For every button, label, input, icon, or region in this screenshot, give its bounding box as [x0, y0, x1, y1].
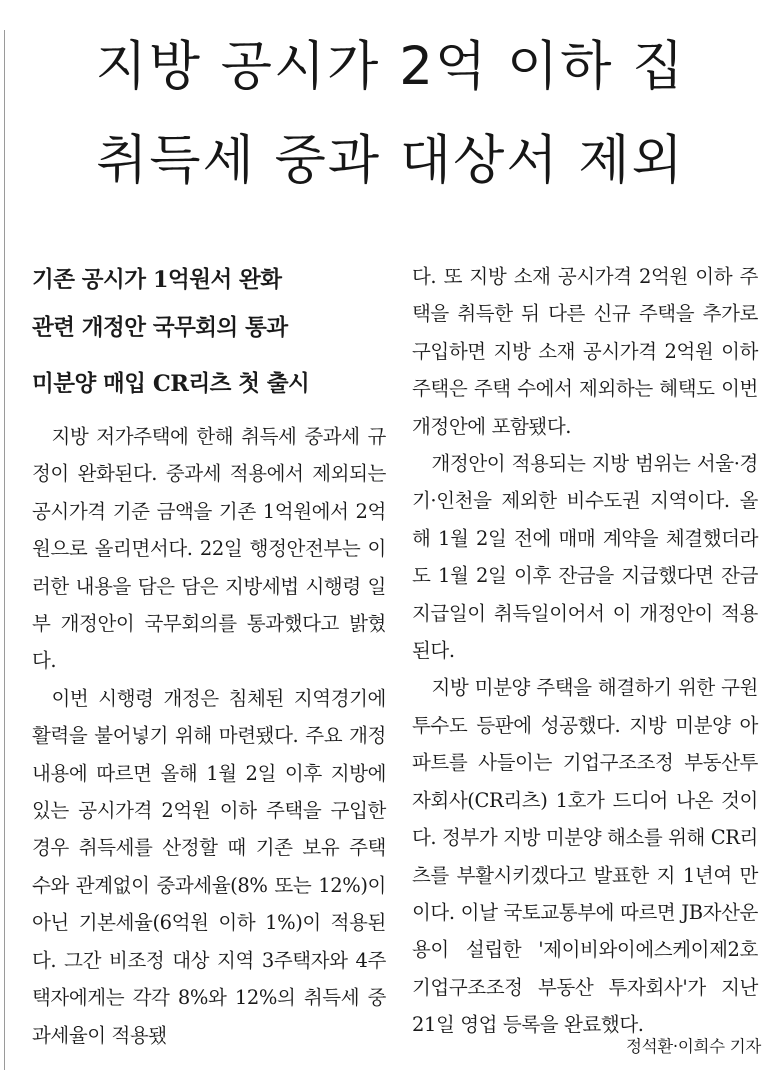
body-paragraph-4: 지방 미분양 주택을 해결하기 위한 구원투수도 등판에 성공했다. 지방 미분양 아파트를 사들이는 기업구조조정 부동산투자회사(CR리츠) 1호가 드디어 나온 것이다. 정부가 지방 미분양 해소를 위해 CR리츠를 부활시키겠다고 발표한 지 1년여 만이다. 이날 국토교통부에 따르면 JB자산운용이 설립한 '제이비와이에스케이제2호 기업구조조정 부동산 투자회사'가 지난 21일 영업 등록을 완료했다.: [412, 676, 758, 1037]
body-paragraph-3: 개정안이 적용되는 지방 범위는 서울·경기·인천을 제외한 비수도권 지역이다. 올해 1월 2일 전에 매매 계약을 체결했더라도 1월 2일 이후 잔금을 지급했다면 잔금 지급일이 취득일이어서 이 개정안이 적용된다.: [412, 452, 758, 663]
subhead-3: 미분양 매입 CR리츠 첫 출시: [32, 371, 310, 397]
body-paragraph-1: 지방 저가주택에 한해 취득세 중과세 규정이 완화된다. 중과세 적용에서 제외되는 공시가격 기준 금액을 기존 1억원에서 2억원으로 올리면서다. 22일 행정안전부는 이러한 내용을 담은 담은 지방세법 시행령 일부 개정안이 국무회의를 통과했다고 밝혔다.: [32, 425, 386, 673]
body-paragraph-2: 이번 시행령 개정은 침체된 지역경기에 활력을 불어넣기 위해 마련됐다. 주요 개정 내용에 따르면 올해 1월 2일 이후 지방에 있는 공시가격 2억원 이하 주택을 구입한 경우 취득세를 산정할 때 기존 보유 주택 수와 관계없이 중과세율(8% 또는 12%)이 아닌 기본세율(6억원 이하 1%)이 적용된다. 그간 비조정 대상 지역 3주택자와 4주택자에게는 각각 8%와 12%의 취득세 중과세율이 적용됐: [32, 686, 386, 1047]
headline: [0, 20, 781, 208]
headline-line-1: 지방 공시가 2억 이하 집: [95, 36, 686, 97]
subhead-1: 기존 공시가 1억원서 완화: [32, 267, 282, 293]
headline-line-2: 취득세 중과 대상서 제외: [96, 130, 685, 191]
subhead-2: 관련 개정안 국무회의 통과: [32, 315, 288, 341]
article-column-left: [32, 256, 386, 1054]
byline: 정석환·이희수 기자: [625, 1037, 761, 1056]
body-paragraph-2-continued: 다. 또 지방 소재 공시가격 2억원 이하 주택을 취득한 뒤 다른 신규 주택을 추가로 구입하면 지방 소재 공시가격 2억원 이하 주택은 주택 수에서 제외하는 혜택도 이번 개정안에 포함됐다.: [412, 265, 758, 438]
article-column-right: [412, 258, 758, 1044]
